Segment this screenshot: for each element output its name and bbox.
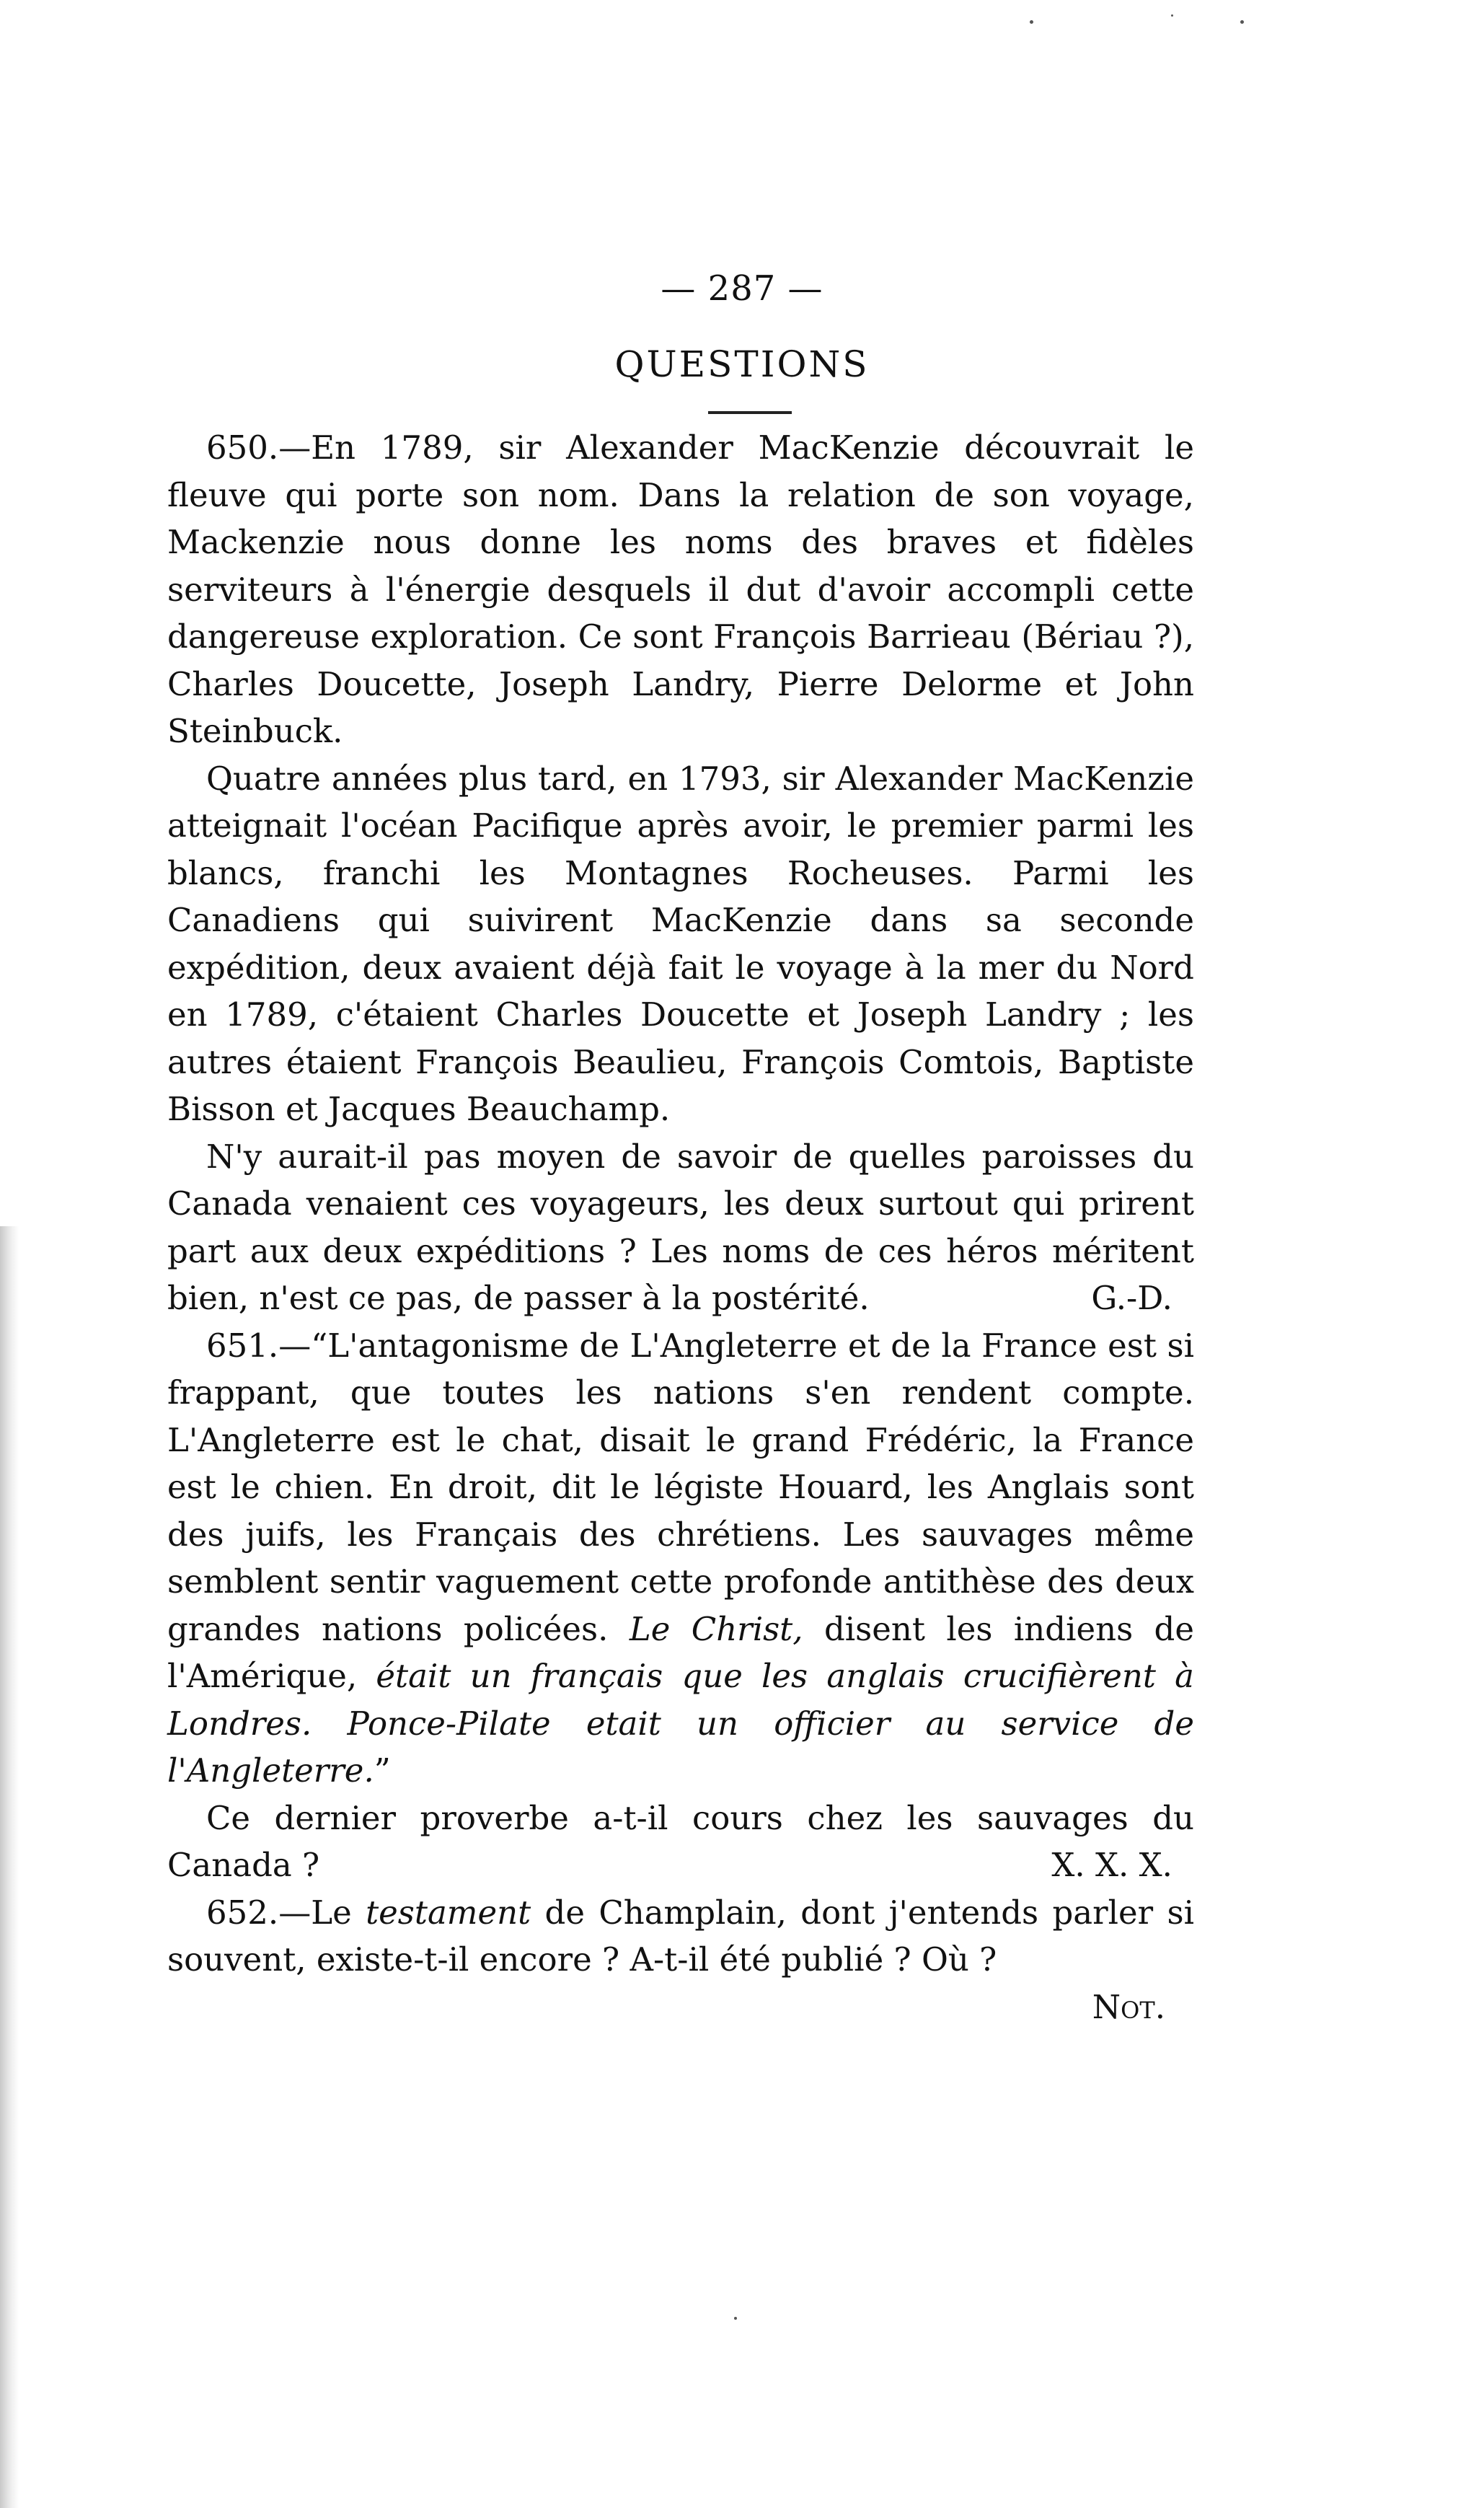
entry-652-signature: Not. xyxy=(1092,1987,1165,2026)
entry-651-question xyxy=(167,1795,1194,1889)
entry-651-quote-italic-1: Le Christ, xyxy=(629,1609,803,1648)
entry-651-quote-text: 651.—“L'antagonisme de L'Angleterre et de la France est si frappant, que toutes les nations s'en rendent compte. L'Angleterre est le chat, disait le grand Frédéric, la France est le chien. En droit, dit le légiste Houard, les Anglais sont des juifs, les Français des chrétiens. Les sauvages même semblent sentir vaguement cette profonde antithèse des deux grandes nations policées. xyxy=(167,1326,1194,1648)
page-number: — 287 — xyxy=(661,268,823,309)
entry-650-paragraph-3 xyxy=(167,1133,1194,1322)
entry-651-quote xyxy=(167,1322,1194,1795)
entry-650-paragraph-3-text: N'y aurait-il pas moyen de savoir de quelles paroisses du Canada venaient ces voyageurs, les deux surtout qui prirent part aux deux expéditions ? Les noms de ces héros méritent bien, n'est ce pas, de passer à la postérité. xyxy=(167,1137,1194,1317)
entry-651-quote-italic-2: était un français que les anglais crucifièrent à Londres. Ponce-Pilate etait un officier au service de l'Angleterre. xyxy=(167,1657,1194,1790)
entry-652-prefix: 652.—Le xyxy=(206,1893,352,1932)
entry-652-paragraph xyxy=(167,1889,1194,1984)
ink-speck xyxy=(1240,20,1244,24)
section-heading: QUESTIONS xyxy=(614,343,870,385)
entry-652-italic: testament xyxy=(366,1893,531,1932)
entry-651-quote-mid: disent les indiens de l'Amérique, xyxy=(167,1609,1194,1695)
page-edge-shadow xyxy=(0,1226,19,2508)
entry-650-paragraph-1: 650.—En 1789, sir Alexander MacKenzie découvrait le fleuve qui porte son nom. Dans la relation de son voyage, Mackenzie nous donne les noms des braves et fidèles serviteurs à l'énergie desquels il dut d'avoir accompli cette dangereuse exploration. Ce sont François Barrieau (Bériau ?), Charles Doucette, Joseph Landry, Pierre Delorme et John Steinbuck. xyxy=(167,428,1194,750)
entry-651-quote-close: ” xyxy=(374,1751,391,1790)
ink-speck xyxy=(734,2317,737,2320)
heading-rule xyxy=(708,411,792,414)
entry-650-paragraph-2: Quatre années plus tard, en 1793, sir Alexander MacKenzie atteignait l'océan Pacifique après avoir, le premier parmi les blancs, franchi les Montagnes Rocheuses. Parmi les Canadiens qui suivirent MacKenzie dans sa seconde expédition, deux avaient déjà fait le voyage à la mer du Nord en 1789, c'étaient Charles Doucette et Joseph Landry ; les autres étaient François Beaulieu, François Comtois, Baptiste Bisson et Jacques Beauchamp. xyxy=(167,759,1194,1128)
entry-651-signature: X. X. X. xyxy=(1051,1846,1172,1884)
entry-651-question-text: Ce dernier proverbe a-t-il cours chez les sauvages du Canada ? xyxy=(167,1798,1194,1884)
entry-652-text: de Champlain, dont j'entends parler si souvent, existe-t-il encore ? A-t-il été publié ? Où ? xyxy=(167,1893,1194,1979)
ink-speck xyxy=(1171,14,1173,17)
article-body xyxy=(167,424,1194,2030)
entry-650-signature: G.-D. xyxy=(1091,1279,1172,1317)
ink-speck xyxy=(1030,20,1033,24)
